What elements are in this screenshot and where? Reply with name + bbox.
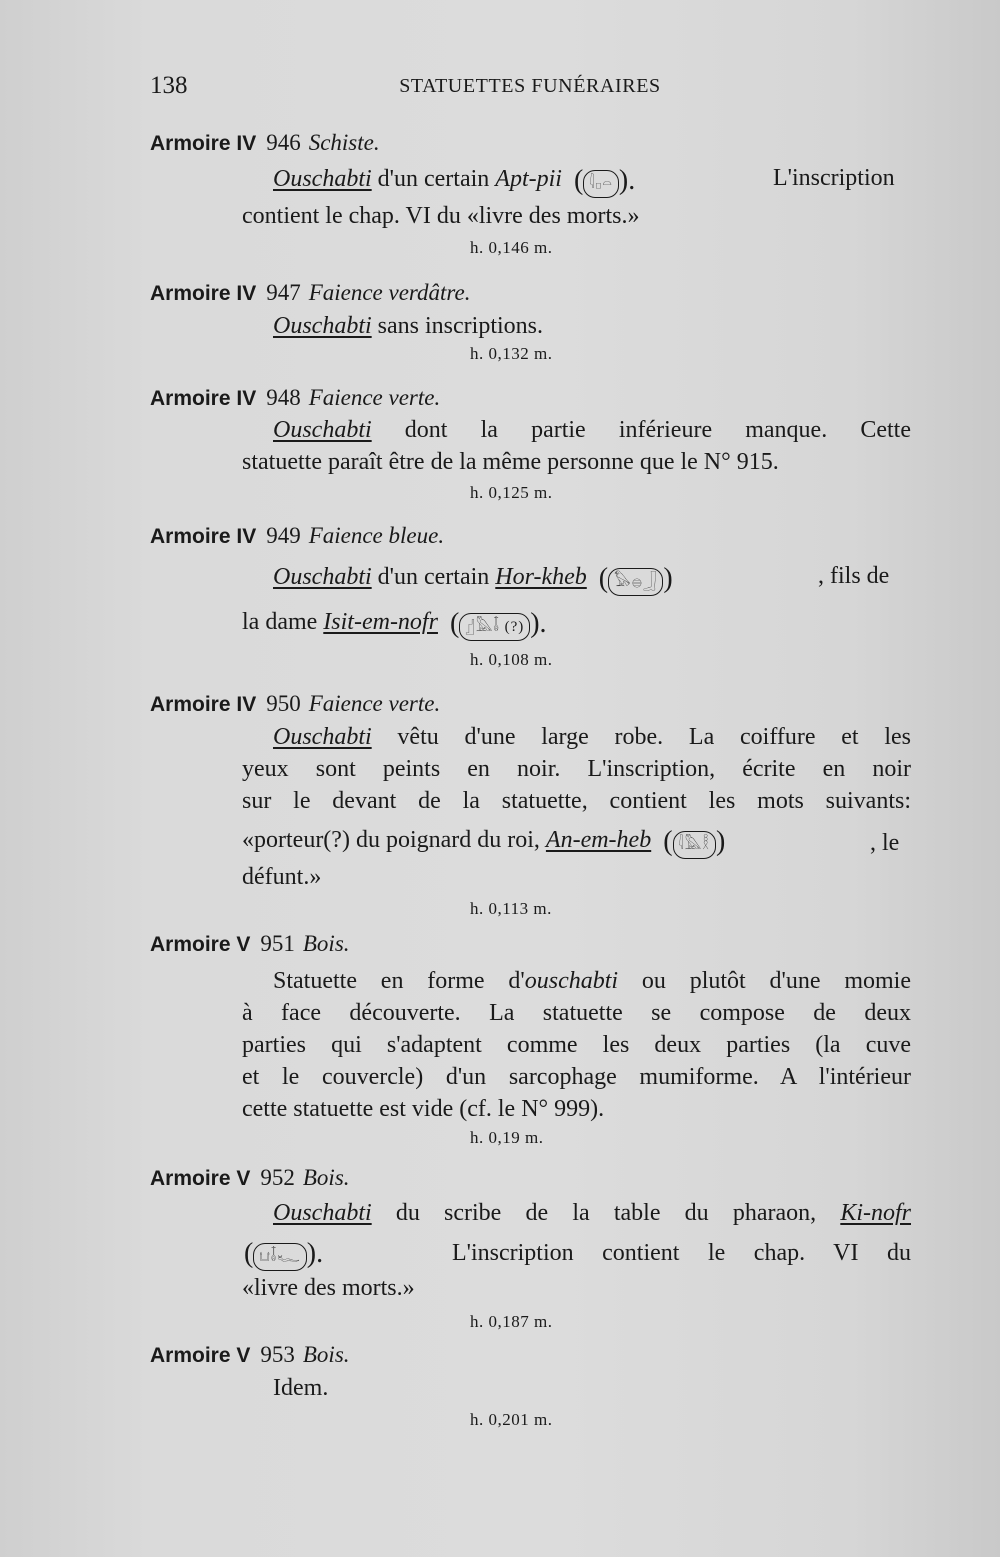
text-segment: cette statuette est vide (cf. le N° 999). [242, 1096, 605, 1122]
hieroglyph-signs: 𓅃𓐍𓃀 [608, 568, 663, 596]
hieroglyph-signs: 𓊨𓅓𓄤 (?) [459, 613, 530, 641]
text-segment: dont la partie inférieure manque. Cette [371, 417, 911, 443]
entry-location: Armoire V [150, 933, 251, 956]
entry-location: Armoire IV [150, 132, 257, 155]
person-name: Isit-em-nofr [323, 609, 438, 635]
entry-950-line-2 [242, 756, 911, 783]
page-number: 138 [150, 72, 188, 99]
term-ouschabti: Ouschabti [273, 1200, 372, 1226]
entry-947-heading [150, 280, 470, 306]
entry-953-height: h. 0,201 m. [470, 1410, 553, 1429]
person-name: Hor-kheb [495, 564, 587, 590]
text-segment: d'un certain [371, 166, 496, 192]
hieroglyph-signs: 𓇋𓊪𓏏 [583, 170, 619, 198]
entry-number: 946 [266, 130, 301, 155]
running-title: STATUETTES FUNÉRAIRES [399, 75, 661, 97]
text-segment: «porteur(?) du poignard du roi, [242, 827, 546, 853]
entry-950-line-3 [242, 788, 911, 815]
entry-946-line-1-end [773, 165, 895, 192]
term-ouschabti: Ouschabti [273, 313, 372, 339]
entry-material: Bois. [302, 1342, 350, 1367]
text-segment: défunt.» [242, 864, 322, 890]
entry-950-line-5 [242, 864, 321, 891]
text-segment: , le [870, 830, 900, 856]
entry-950-heading [150, 691, 440, 717]
term-ouschabti: Ouschabti [273, 417, 372, 443]
text-segment: parties qui s'adaptent comme les deux parties (la cuve [242, 1032, 911, 1058]
entry-948-line-2 [242, 449, 779, 476]
text-segment: du scribe de la table du pharaon, [371, 1200, 841, 1226]
entry-950-line-4-end [870, 830, 899, 857]
entry-location: Armoire V [150, 1344, 251, 1367]
term-ouschabti: Ouschabti [273, 564, 372, 590]
text-segment: et le couvercle) d'un sarcophage mumiforme. A l'intérieur [242, 1064, 911, 1090]
entry-material: Faience verdâtre. [308, 280, 471, 305]
entry-953-line-1 [273, 1375, 328, 1402]
person-name: An-em-heb [545, 827, 652, 853]
entry-950-line-4 [242, 826, 731, 859]
entry-951-line-3 [242, 1032, 911, 1059]
entry-location: Armoire IV [150, 282, 257, 305]
text-segment: statuette paraît être de la même personne que le N° 915. [242, 449, 779, 475]
entry-950-height: h. 0,113 m. [470, 899, 552, 918]
entry-number: 953 [260, 1342, 295, 1367]
entry-material: Faience bleue. [308, 523, 445, 548]
entry-material: Faience verte. [308, 691, 441, 716]
entry-952-height: h. 0,187 m. [470, 1312, 553, 1331]
entry-location: Armoire IV [150, 693, 257, 716]
page-header [150, 72, 910, 102]
entry-949-line-1-end [818, 563, 889, 590]
cartouche-hieroglyphs: ( 𓅃𓐍𓃀 ) [598, 563, 673, 594]
text-segment: «livre des morts.» [242, 1275, 415, 1301]
entry-material: Schiste. [308, 130, 380, 155]
text-segment: vêtu d'une large robe. La coiffure et les [371, 724, 911, 750]
entry-location: Armoire IV [150, 387, 257, 410]
entry-946-line-2 [242, 203, 639, 230]
text-segment: sans inscriptions. [371, 313, 543, 339]
text-segment: sur le devant de la statuette, contient les mots suivants: [242, 788, 911, 814]
text-segment: contient le chap. VI du «livre des morts.» [242, 203, 640, 229]
entry-number: 947 [266, 280, 301, 305]
entry-947-line-1 [273, 313, 543, 340]
entry-949-line-2 [242, 608, 553, 641]
term-ouschabti: Ouschabti [273, 724, 372, 750]
text-segment: la dame [242, 609, 324, 635]
entry-949-height: h. 0,108 m. [470, 650, 553, 669]
entry-number: 951 [260, 931, 295, 956]
text-segment: yeux sont peints en noir. L'inscription, écrite en noir [242, 756, 911, 782]
cartouche-hieroglyphs: ( 𓂓𓄤𓆑 ). [244, 1238, 324, 1269]
entry-952-heading [150, 1165, 350, 1191]
person-name: Ki-nofr [840, 1200, 911, 1226]
entry-952-line-2 [452, 1240, 911, 1267]
entry-946-line-1 [273, 165, 641, 198]
hieroglyph-signs: 𓂓𓄤𓆑 [253, 1243, 306, 1271]
cartouche-hieroglyphs: ( 𓇋𓊪𓏏 ). [573, 165, 636, 196]
entry-948-height: h. 0,125 m. [470, 483, 553, 502]
entry-951-line-2 [242, 1000, 911, 1027]
entry-number: 949 [266, 523, 301, 548]
entry-material: Faience verte. [308, 385, 441, 410]
entry-952-line-1 [273, 1200, 911, 1227]
text-segment: Idem. [273, 1375, 329, 1401]
entry-location: Armoire IV [150, 525, 257, 548]
cartouche-hieroglyphs: ( 𓇋𓅓𓎛 ) [663, 826, 726, 857]
text-segment: d'un certain [371, 564, 496, 590]
person-name: Apt-pii [495, 166, 562, 192]
text-segment: L'inscription [773, 165, 895, 191]
entry-946-height: h. 0,146 m. [470, 238, 553, 257]
entry-location: Armoire V [150, 1167, 251, 1190]
entry-951-height: h. 0,19 m. [470, 1128, 544, 1147]
entry-952-line-3 [242, 1275, 415, 1302]
text-segment: , fils de [818, 563, 890, 589]
entry-material: Bois. [302, 1165, 350, 1190]
cartouche-hieroglyphs: ( 𓊨𓅓𓄤 (?) ). [449, 608, 547, 639]
text-segment: ou plutôt d'une momie [618, 968, 911, 994]
entry-947-height: h. 0,132 m. [470, 344, 553, 363]
entry-949-heading [150, 523, 444, 549]
entry-952-line-2-cartouche [238, 1238, 329, 1271]
text-segment: L'inscription contient le chap. VI du [452, 1240, 911, 1266]
entry-951-line-4 [242, 1064, 911, 1091]
entry-number: 950 [266, 691, 301, 716]
entry-number: 948 [266, 385, 301, 410]
hieroglyph-signs: 𓇋𓅓𓎛 [673, 831, 716, 859]
entry-948-heading [150, 385, 440, 411]
entry-948-line-1 [273, 417, 911, 444]
entry-953-heading [150, 1342, 350, 1368]
entry-material: Bois. [302, 931, 350, 956]
term-ouschabti: Ouschabti [273, 166, 372, 192]
text-segment: Statuette en forme d' [273, 968, 525, 994]
entry-950-line-1 [273, 724, 911, 751]
entry-951-line-5 [242, 1096, 604, 1123]
entry-946-heading [150, 130, 380, 156]
text-segment: à face découverte. La statuette se compose de deux [242, 1000, 911, 1026]
entry-951-line-1 [273, 968, 911, 995]
entry-949-line-1 [273, 563, 679, 596]
term-ouschabti: ouschabti [524, 968, 619, 994]
entry-951-heading [150, 931, 350, 957]
entry-number: 952 [260, 1165, 295, 1190]
